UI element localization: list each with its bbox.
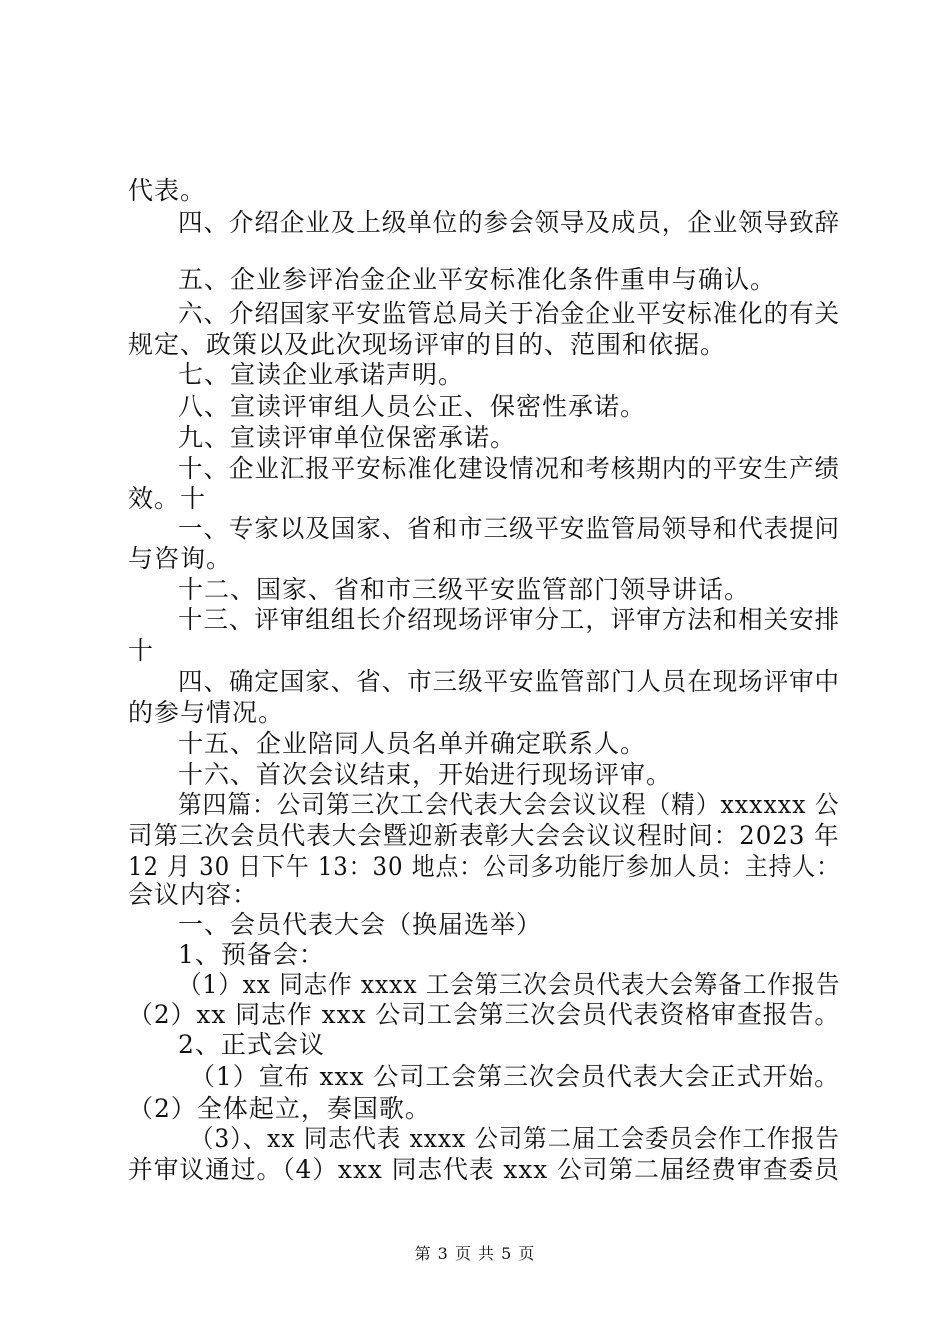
text-line: 八、宣读评审组人员公正、保密性承诺。 [178, 392, 647, 421]
text-line: 四、介绍企业及上级单位的参会领导及成员，企业领导致辞 [178, 208, 841, 237]
text-line: 第四篇：公司第三次工会代表大会会议议程（精）xxxxxx 公 [178, 790, 840, 819]
text-line: （1）宣布 xxx 公司工会第三次会员代表大会正式开始。 [190, 1062, 841, 1091]
text-line: 十五、企业陪同人员名单并确定联系人。 [178, 729, 647, 758]
text-line: 会议内容： [128, 880, 259, 909]
text-line: 四、确定国家、省、市三级平安监管部门人员在现场评审中 [178, 667, 841, 696]
text-line: （1）xx 同志作 xxxx 工会第三次会员代表大会筹备工作报告 [178, 970, 841, 999]
text-line: （3）、xx 同志代表 xxxx 公司第二届工会委员会作工作报告 [190, 1124, 840, 1153]
text-line: 五、企业参评冶金企业平安标准化条件重申与确认。 [178, 265, 777, 294]
page-number: 第 3 页 共 5 页 [414, 1244, 536, 1263]
text-line: 的参与情况。 [128, 698, 285, 727]
text-line: （2）全体起立，奏国歌。 [128, 1094, 431, 1123]
text-line: 十二、国家、省和市三级平安监管部门领导讲话。 [178, 575, 751, 604]
text-line: 一、会员代表大会（换届选举） [178, 910, 543, 939]
text-line: 12 月 30 日下午 13：30 地点：公司多功能厅参加人员：主持人： [128, 852, 841, 881]
text-line: 十六、首次会议结束，开始进行现场评审。 [178, 760, 673, 789]
text-line: 六、介绍国家平安监管总局关于冶金企业平安标准化的有关 [178, 299, 841, 328]
text-line: 一、专家以及国家、省和市三级平安监管局领导和代表提问 [178, 514, 841, 543]
text-line: 十三、评审组组长介绍现场评审分工，评审方法和相关安排 [178, 605, 841, 634]
text-line: 十、企业汇报平安标准化建设情况和考核期内的平安生产绩 [178, 454, 841, 483]
text-line: 与咨询。 [128, 544, 233, 573]
text-line: 九、宣读评审单位保密承诺。 [178, 423, 517, 452]
text-line: 十 [128, 636, 155, 665]
text-line: 效。十 [128, 484, 207, 513]
text-line: 并审议通过。（4）xxx 同志代表 xxx 公司第二届经费审查委员 [128, 1155, 840, 1184]
text-line: 1、预备会： [178, 940, 325, 969]
text-line: 规定、政策以及此次现场评审的目的、范围和依据。 [128, 330, 727, 359]
text-line: （2）xx 同志作 xxx 公司工会第三次会员代表资格审查报告。 [128, 1000, 841, 1029]
text-line: 七、宣读企业承诺声明。 [178, 360, 465, 389]
text-line: 2、正式会议 [178, 1030, 325, 1059]
text-line: 司第三次会员代表大会暨迎新表彰大会会议议程时间：2023 年 [128, 821, 840, 850]
text-line: 代表。 [128, 176, 207, 205]
